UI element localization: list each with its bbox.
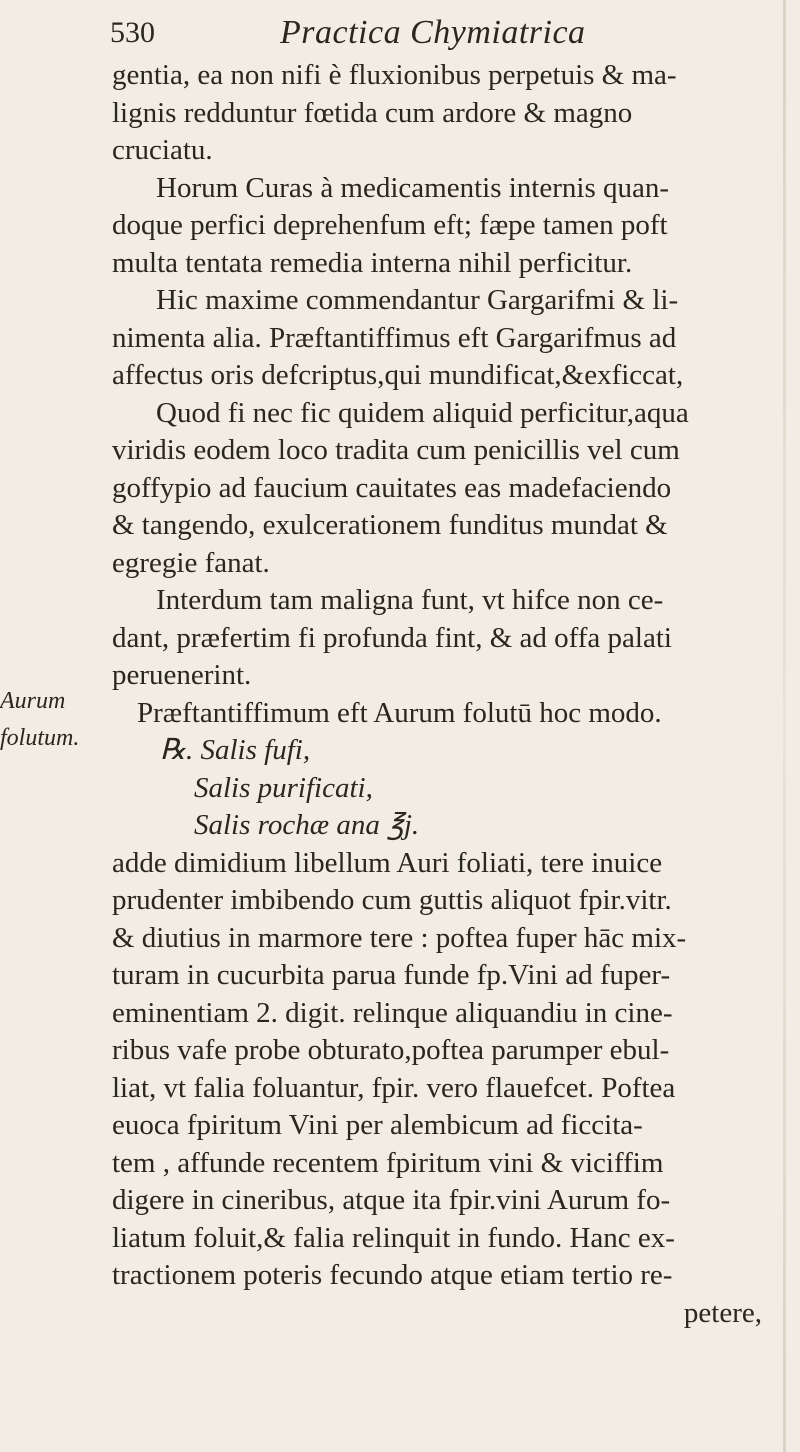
text-line: viridis eodem loco tradita cum penicillis vel cum bbox=[112, 434, 680, 466]
text-line: petere, bbox=[683, 1296, 762, 1329]
text-line: doque perfici deprehenfum eft; fæpe tamen poft bbox=[112, 209, 668, 241]
text-line: euoca fpiritum Vini per alembicum ad ficcita- bbox=[112, 1109, 643, 1141]
running-title: Practica Chymiatrica bbox=[280, 14, 586, 51]
recipe-line: ℞. Salis fufi, bbox=[160, 734, 311, 766]
text-line: eminentiam 2. digit. relinque aliquandiu in cine- bbox=[112, 996, 673, 1029]
margin-note-solutum: folutum. bbox=[0, 725, 80, 751]
recipe-line: Salis purificati, bbox=[194, 771, 373, 804]
text-line: dant, præfertim fi profunda fint, & ad offa palati bbox=[112, 621, 672, 654]
text-line: Præftantiffimum eft Aurum folutū hoc modo. bbox=[137, 696, 662, 729]
text-line: tem , affunde recentem fpiritum vini & viciffim bbox=[112, 1146, 664, 1179]
text-line: cruciatu. bbox=[112, 134, 213, 166]
text-line: & tangendo, exulcerationem funditus mundat & bbox=[112, 509, 668, 541]
text-line: prudenter imbibendo cum guttis aliquot fpir.vitr. bbox=[112, 884, 672, 916]
text-body bbox=[112, 57, 782, 1332]
text-line: lignis redduntur fœtida cum ardore & magno bbox=[112, 96, 633, 129]
text-line: adde dimidium libellum Auri foliati, tere inuice bbox=[112, 846, 663, 879]
text-line: liat, vt falia foluantur, fpir. vero flauefcet. Poftea bbox=[112, 1071, 676, 1104]
text-line: nimenta alia. Præftantiffimus eft Gargarifmus ad bbox=[112, 321, 677, 354]
text-line: Interdum tam maligna funt, vt hifce non ce- bbox=[156, 584, 664, 616]
text-line: Horum Curas à medicamentis internis quan- bbox=[156, 171, 670, 204]
text-line: tractionem poteris fecundo atque etiam tertio re- bbox=[112, 1259, 673, 1291]
page-edge bbox=[783, 0, 786, 1452]
text-line: ribus vafe probe obturato,poftea parumper ebul- bbox=[112, 1034, 670, 1066]
text-line: digere in cineribus, atque ita fpir.vini Aurum fo- bbox=[112, 1184, 671, 1216]
text-line: egregie fanat. bbox=[112, 546, 270, 579]
text-line: & diutius in marmore tere : poftea fuper hāc mix- bbox=[112, 921, 687, 954]
page-number: 530 bbox=[110, 16, 155, 49]
text-line: goffypio ad faucium cauitates eas madefaciendo bbox=[112, 471, 672, 504]
text-line: turam in cucurbita parua funde fp.Vini ad fuper- bbox=[112, 959, 671, 991]
text-line: Hic maxime commendantur Gargarifmi & li- bbox=[156, 284, 679, 316]
text-line: liatum foluit,& falia relinquit in fundo. Hanc ex- bbox=[112, 1221, 675, 1254]
recipe-line: Salis rochæ ana ℥j. bbox=[194, 809, 420, 841]
text-line: Quod fi nec fic quidem aliquid perficitur,aqua bbox=[156, 396, 689, 429]
text-line: multa tentata remedia interna nihil perficitur. bbox=[112, 246, 633, 279]
margin-note-aurum: Aurum bbox=[0, 688, 66, 714]
text-line: affectus oris defcriptus,qui mundificat,&exficcat, bbox=[112, 359, 684, 391]
text-line: gentia, ea non nifi è fluxionibus perpetuis & ma- bbox=[112, 59, 677, 91]
page-header bbox=[110, 10, 670, 60]
text-line: peruenerint. bbox=[112, 659, 252, 691]
